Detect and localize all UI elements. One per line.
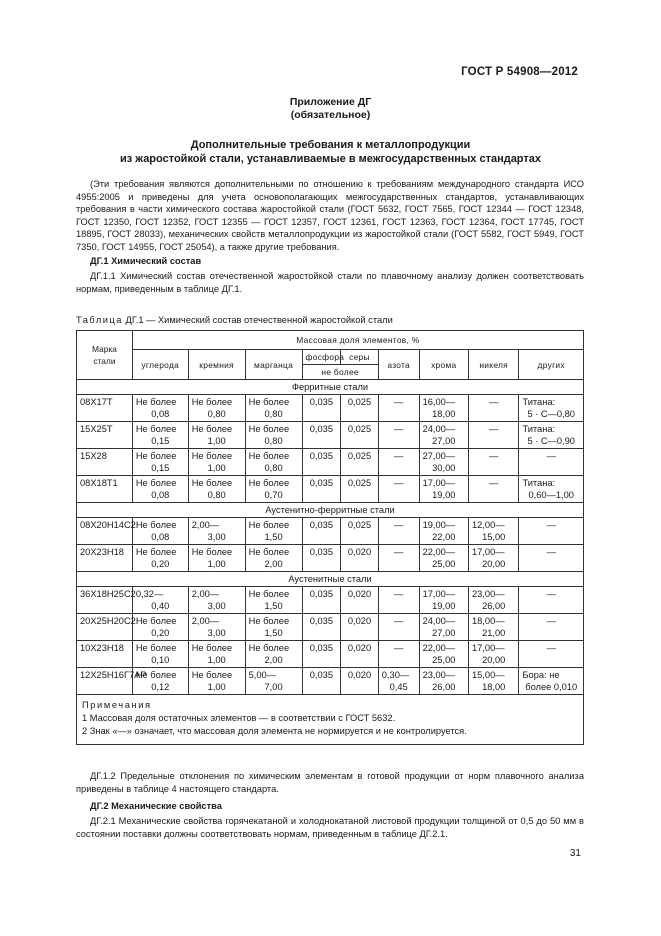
cell-manganese bbox=[245, 422, 302, 449]
appendix-title: Приложение ДГ bbox=[289, 96, 372, 108]
header-other: других bbox=[519, 350, 584, 380]
cell-phosphorus: 0,035 bbox=[302, 395, 341, 422]
cell-carbon bbox=[132, 518, 188, 545]
header-nitrogen: азота bbox=[378, 350, 419, 380]
cell-line: Не более bbox=[191, 643, 233, 653]
cell-other bbox=[519, 476, 584, 503]
cell-chromium bbox=[419, 422, 468, 449]
cell-chromium bbox=[419, 587, 468, 614]
cell-line bbox=[522, 558, 580, 570]
cell-phosphorus: 0,035 bbox=[302, 587, 341, 614]
notes-title: Примечания bbox=[82, 700, 152, 710]
cell-line: 23,00— bbox=[422, 670, 456, 680]
cell-line: 24,00— bbox=[422, 424, 456, 434]
cell-grade: 08Х17Т bbox=[77, 395, 133, 422]
cell-line bbox=[522, 600, 580, 612]
cell-sulfur: 0,020 bbox=[341, 614, 379, 641]
cell-phosphorus: 0,035 bbox=[302, 641, 341, 668]
cell-line: 17,00— bbox=[422, 478, 456, 488]
cell-line: Не более bbox=[248, 520, 290, 530]
cell-phosphorus: 0,035 bbox=[302, 545, 341, 572]
cell-line: Не более bbox=[135, 643, 177, 653]
cell-chromium bbox=[419, 518, 468, 545]
cell-nitrogen: — bbox=[378, 395, 419, 422]
cell-line: 1,00 bbox=[207, 655, 226, 665]
cell-line: 0,80 bbox=[264, 409, 283, 419]
table-row bbox=[77, 449, 584, 476]
cell-line: — bbox=[546, 616, 556, 626]
cell-other bbox=[519, 641, 584, 668]
cell-carbon bbox=[132, 587, 188, 614]
cell-line: 18,00 bbox=[432, 409, 456, 419]
cell-carbon bbox=[132, 641, 188, 668]
appendix-status: (обязательное) bbox=[290, 109, 371, 121]
cell-line: 1,50 bbox=[264, 532, 283, 542]
cell-line: 5,00— bbox=[248, 670, 277, 680]
cell-line: Не более bbox=[248, 547, 290, 557]
section-title: Ферритные стали bbox=[77, 380, 584, 395]
cell-chromium bbox=[419, 449, 468, 476]
cell-line: 15,00 bbox=[482, 532, 506, 542]
cell-nickel: — bbox=[468, 422, 518, 449]
cell-line: 17,00— bbox=[471, 643, 505, 653]
cell-line: Не более bbox=[248, 397, 290, 407]
cell-manganese bbox=[245, 641, 302, 668]
table-row bbox=[77, 422, 584, 449]
cell-sulfur: 0,025 bbox=[341, 518, 379, 545]
cell-line: 0,30— bbox=[381, 670, 410, 680]
section-title-line2: из жаростойкой стали, устанавливаемые в межгосударственных стандартах bbox=[119, 153, 542, 165]
cell-line: Не более bbox=[135, 478, 177, 488]
cell-carbon bbox=[132, 395, 188, 422]
cell-nickel: — bbox=[468, 476, 518, 503]
cell-line: 22,00— bbox=[422, 547, 456, 557]
dg1-1-paragraph: ДГ.1.1 Химический состав отечественной жаростойкой стали по плавочному анализу должен соответствовать нормам, приведенным в таблице ДГ.1. bbox=[76, 271, 584, 294]
cell-manganese bbox=[245, 518, 302, 545]
table-row bbox=[77, 614, 584, 641]
header-carbon: углерода bbox=[132, 350, 188, 380]
header-chromium: хрома bbox=[419, 350, 468, 380]
cell-nickel: — bbox=[468, 449, 518, 476]
cell-nitrogen: — bbox=[378, 449, 419, 476]
cell-nickel bbox=[468, 587, 518, 614]
cell-other bbox=[519, 395, 584, 422]
cell-line: 26,00 bbox=[482, 601, 506, 611]
cell-manganese bbox=[245, 545, 302, 572]
table-row bbox=[77, 587, 584, 614]
cell-nitrogen: — bbox=[378, 641, 419, 668]
cell-line bbox=[522, 462, 580, 474]
table-row bbox=[77, 545, 584, 572]
table-row bbox=[77, 476, 584, 503]
cell-line: 3,00 bbox=[207, 532, 226, 542]
cell-line: 12,00— bbox=[471, 520, 505, 530]
cell-grade: 20Х23Н18 bbox=[77, 545, 133, 572]
cell-nitrogen: — bbox=[378, 587, 419, 614]
cell-line: Не более bbox=[191, 397, 233, 407]
cell-nickel bbox=[468, 518, 518, 545]
cell-line: Не более bbox=[248, 424, 290, 434]
cell-other bbox=[519, 668, 584, 695]
cell-line: 20,00 bbox=[482, 559, 506, 569]
cell-line: — bbox=[546, 520, 556, 530]
table-row bbox=[77, 395, 584, 422]
cell-line: 18,00— bbox=[471, 616, 505, 626]
cell-line: 0,20 bbox=[151, 559, 170, 569]
cell-line: 22,00 bbox=[432, 532, 456, 542]
cell-line: Не более bbox=[135, 520, 177, 530]
cell-line: 18,00 bbox=[482, 682, 506, 692]
cell-line bbox=[522, 627, 580, 639]
cell-line: 0,10 bbox=[151, 655, 170, 665]
cell-line: более 0,010 bbox=[525, 682, 578, 692]
cell-line: Не более bbox=[191, 451, 233, 461]
cell-phosphorus: 0,035 bbox=[302, 518, 341, 545]
cell-line: 20,00 bbox=[482, 655, 506, 665]
cell-nickel: — bbox=[468, 395, 518, 422]
cell-line: 15,00— bbox=[471, 670, 505, 680]
section-row bbox=[77, 380, 584, 395]
cell-carbon bbox=[132, 449, 188, 476]
cell-line: Не более bbox=[191, 547, 233, 557]
page-number: 31 bbox=[569, 848, 581, 859]
header-grade: Марка стали bbox=[77, 331, 133, 380]
cell-line: 0,60—1,00 bbox=[528, 490, 574, 500]
cell-sulfur: 0,020 bbox=[341, 641, 379, 668]
cell-line: 0,15 bbox=[151, 463, 170, 473]
cell-phosphorus: 0,035 bbox=[302, 476, 341, 503]
cell-line: 0,32— bbox=[135, 589, 164, 599]
header-nickel: никеля bbox=[468, 350, 518, 380]
cell-line: 24,00— bbox=[422, 616, 456, 626]
cell-sulfur: 0,020 bbox=[341, 587, 379, 614]
header-sulfur: серы bbox=[341, 350, 379, 365]
dg1-2-paragraph: ДГ.1.2 Предельные отклонения по химическим элементам в готовой продукции от норм плавочного анализа приведены в таблице 4 настоящего стандарта. bbox=[76, 771, 584, 794]
cell-line: 1,00 bbox=[207, 436, 226, 446]
cell-line: 1,00 bbox=[207, 463, 226, 473]
cell-grade: 08Х20Н14С2 bbox=[77, 518, 133, 545]
cell-line: 0,20 bbox=[151, 628, 170, 638]
cell-line: 0,40 bbox=[151, 601, 170, 611]
cell-line: Титана: bbox=[522, 424, 556, 434]
cell-grade: 08Х18Т1 bbox=[77, 476, 133, 503]
cell-chromium bbox=[419, 668, 468, 695]
note-item: 1 Массовая доля остаточных элементов — в соответствии с ГОСТ 5632. bbox=[82, 713, 396, 723]
cell-line: 1,50 bbox=[264, 628, 283, 638]
section-title: Аустенитно-ферритные стали bbox=[77, 503, 584, 518]
cell-chromium bbox=[419, 614, 468, 641]
table-caption bbox=[76, 315, 393, 325]
section-row bbox=[77, 503, 584, 518]
cell-line: 5 · С—0,90 bbox=[527, 436, 575, 446]
cell-line: 19,00— bbox=[422, 520, 456, 530]
cell-line: Титана: bbox=[522, 478, 556, 488]
cell-line: 22,00— bbox=[422, 643, 456, 653]
cell-line: 2,00— bbox=[191, 520, 220, 530]
cell-silicon bbox=[188, 422, 245, 449]
document-id: ГОСТ Р 54908—2012 bbox=[461, 66, 578, 78]
cell-manganese bbox=[245, 587, 302, 614]
cell-line: 27,00— bbox=[422, 451, 456, 461]
cell-silicon bbox=[188, 614, 245, 641]
cell-line bbox=[522, 654, 580, 666]
cell-line: 27,00 bbox=[432, 628, 456, 638]
cell-line: 17,00— bbox=[422, 589, 456, 599]
cell-nickel bbox=[468, 545, 518, 572]
cell-line: 19,00 bbox=[432, 490, 456, 500]
table-caption-label: Таблица bbox=[76, 315, 123, 325]
cell-line: 23,00— bbox=[471, 589, 505, 599]
cell-line: 0,45 bbox=[389, 682, 408, 692]
cell-line: Не более bbox=[248, 643, 290, 653]
cell-line: Не более bbox=[135, 397, 177, 407]
header-silicon: кремния bbox=[188, 350, 245, 380]
cell-chromium bbox=[419, 395, 468, 422]
cell-line: 2,00 bbox=[264, 559, 283, 569]
cell-line: 3,00 bbox=[207, 601, 226, 611]
cell-line: 0,08 bbox=[151, 490, 170, 500]
cell-line: — bbox=[546, 643, 556, 653]
section-row bbox=[77, 572, 584, 587]
cell-carbon bbox=[132, 422, 188, 449]
cell-line: 0,70 bbox=[264, 490, 283, 500]
cell-grade: 36Х18Н25С2 bbox=[77, 587, 133, 614]
cell-sulfur: 0,025 bbox=[341, 449, 379, 476]
cell-other bbox=[519, 614, 584, 641]
cell-phosphorus: 0,035 bbox=[302, 422, 341, 449]
cell-manganese bbox=[245, 614, 302, 641]
cell-nitrogen: — bbox=[378, 545, 419, 572]
cell-sulfur: 0,020 bbox=[341, 545, 379, 572]
cell-line: 0,08 bbox=[151, 532, 170, 542]
cell-line: 3,00 bbox=[207, 628, 226, 638]
cell-line: 0,12 bbox=[151, 682, 170, 692]
header-manganese: марганца bbox=[245, 350, 302, 380]
cell-line: 1,50 bbox=[264, 601, 283, 611]
cell-line: 17,00— bbox=[471, 547, 505, 557]
cell-line: Не более bbox=[191, 670, 233, 680]
cell-sulfur: 0,025 bbox=[341, 476, 379, 503]
dg2-1-paragraph: ДГ.2.1 Механические свойства горячекатаной и холоднокатаной листовой продукции толщиной от 0,5 до 50 мм в состоянии поставки должны соответствовать нормам, приведенным в таблице ДГ.2.1. bbox=[76, 816, 584, 839]
cell-line: 25,00 bbox=[432, 559, 456, 569]
cell-manganese bbox=[245, 476, 302, 503]
cell-line: 27,00 bbox=[432, 436, 456, 446]
cell-line bbox=[522, 531, 580, 543]
cell-silicon bbox=[188, 395, 245, 422]
cell-silicon bbox=[188, 449, 245, 476]
cell-line: Не более bbox=[248, 478, 290, 488]
cell-grade: 12Х25Н16Г7АР bbox=[77, 668, 133, 695]
cell-silicon bbox=[188, 518, 245, 545]
chemical-composition-table bbox=[76, 330, 584, 745]
cell-line: 7,00 bbox=[264, 682, 283, 692]
cell-chromium bbox=[419, 641, 468, 668]
cell-nitrogen bbox=[378, 668, 419, 695]
intro-paragraph: (Эти требования являются дополнительными по отношению к требованиям международного стандарта ИСО 4955:2005 и приведены для учета основополагающих межгосударственных стандартов, устанавливающих требования в части химического состава жаростойкой стали (ГОСТ 5632, ГОСТ 7565, ГОСТ 12344 — ГОСТ 12348, ГОСТ 12350, ГОСТ 12352, ГОСТ 12355 — ГОСТ 12357, ГОСТ 12361, ГОСТ 12363, ГОСТ 12364, ГОСТ 17745, ГОСТ 18895, ГОСТ 28033), механических свойств металлопродукции из жаростойкой стали (ГОСТ 5582, ГОСТ 5949, ГОСТ 7350, ГОСТ 14955, ГОСТ 25054), а также другие требования. bbox=[76, 179, 584, 252]
header-mass-fraction: Массовая доля элементов, % bbox=[132, 331, 583, 350]
cell-carbon bbox=[132, 476, 188, 503]
cell-line: 0,15 bbox=[151, 436, 170, 446]
cell-line: 1,00 bbox=[207, 559, 226, 569]
cell-line: 2,00 bbox=[264, 655, 283, 665]
cell-silicon bbox=[188, 641, 245, 668]
cell-grade: 15Х25Т bbox=[77, 422, 133, 449]
cell-nickel bbox=[468, 668, 518, 695]
cell-phosphorus: 0,035 bbox=[302, 668, 341, 695]
cell-other bbox=[519, 422, 584, 449]
note-item: 2 Знак «—» означает, что массовая доля элемента не нормируется и не контролируется. bbox=[82, 726, 467, 736]
dg2-heading: ДГ.2 Механические свойства bbox=[90, 801, 222, 811]
cell-line: — bbox=[546, 589, 556, 599]
cell-nitrogen: — bbox=[378, 476, 419, 503]
cell-sulfur: 0,025 bbox=[341, 395, 379, 422]
cell-line: 16,00— bbox=[422, 397, 456, 407]
cell-manganese bbox=[245, 449, 302, 476]
cell-silicon bbox=[188, 476, 245, 503]
cell-line: Не более bbox=[191, 424, 233, 434]
cell-carbon bbox=[132, 545, 188, 572]
cell-line: 1,00 bbox=[207, 682, 226, 692]
cell-line: 0,08 bbox=[151, 409, 170, 419]
cell-grade: 20Х25Н20С2 bbox=[77, 614, 133, 641]
cell-line: 0,80 bbox=[207, 490, 226, 500]
cell-chromium bbox=[419, 545, 468, 572]
cell-line: Не более bbox=[135, 451, 177, 461]
table-row bbox=[77, 518, 584, 545]
cell-line: Не более bbox=[135, 547, 177, 557]
header-phosphorus: фосфора bbox=[302, 350, 341, 365]
cell-line: — bbox=[546, 547, 556, 557]
cell-silicon bbox=[188, 545, 245, 572]
cell-line: Не более bbox=[248, 589, 290, 599]
cell-line: 19,00 bbox=[432, 601, 456, 611]
cell-grade: 15Х28 bbox=[77, 449, 133, 476]
cell-manganese bbox=[245, 395, 302, 422]
cell-phosphorus: 0,035 bbox=[302, 614, 341, 641]
cell-phosphorus: 0,035 bbox=[302, 449, 341, 476]
cell-nitrogen: — bbox=[378, 614, 419, 641]
cell-line: Не более bbox=[135, 424, 177, 434]
cell-nitrogen: — bbox=[378, 422, 419, 449]
cell-silicon bbox=[188, 587, 245, 614]
cell-line: 30,00 bbox=[432, 463, 456, 473]
cell-line: 0,80 bbox=[207, 409, 226, 419]
section-title: Аустенитные стали bbox=[77, 572, 584, 587]
cell-grade: 10Х23Н18 bbox=[77, 641, 133, 668]
cell-other bbox=[519, 545, 584, 572]
cell-line: 2,00— bbox=[191, 589, 220, 599]
cell-carbon bbox=[132, 668, 188, 695]
cell-line: — bbox=[546, 451, 556, 461]
cell-sulfur: 0,025 bbox=[341, 422, 379, 449]
cell-silicon bbox=[188, 668, 245, 695]
table-notes bbox=[77, 695, 584, 745]
cell-line: Не более bbox=[135, 616, 177, 626]
cell-other bbox=[519, 518, 584, 545]
cell-line: Не более bbox=[191, 478, 233, 488]
cell-carbon bbox=[132, 614, 188, 641]
cell-other bbox=[519, 587, 584, 614]
table-row bbox=[77, 641, 584, 668]
cell-line: 0,80 bbox=[264, 436, 283, 446]
cell-line: Бора: не bbox=[522, 670, 560, 680]
dg1-heading: ДГ.1 Химический состав bbox=[90, 256, 202, 266]
cell-line: 25,00 bbox=[432, 655, 456, 665]
header-not-more: не более bbox=[302, 365, 378, 380]
table-row bbox=[77, 668, 584, 695]
cell-line: Не более bbox=[248, 451, 290, 461]
cell-chromium bbox=[419, 476, 468, 503]
cell-nitrogen: — bbox=[378, 518, 419, 545]
cell-line: 5 · С—0,80 bbox=[527, 409, 575, 419]
cell-sulfur: 0,020 bbox=[341, 668, 379, 695]
cell-line: 2,00— bbox=[191, 616, 220, 626]
cell-nickel bbox=[468, 614, 518, 641]
cell-other bbox=[519, 449, 584, 476]
table-caption-text: ДГ.1 — Химический состав отечественной жаростойкой стали bbox=[122, 315, 393, 325]
cell-line: Титана: bbox=[522, 397, 556, 407]
section-title-line1: Дополнительные требования к металлопродукции bbox=[190, 139, 471, 151]
cell-line: 26,00 bbox=[432, 682, 456, 692]
table-body bbox=[77, 380, 584, 695]
cell-line: Не более bbox=[135, 670, 177, 680]
cell-manganese bbox=[245, 668, 302, 695]
cell-nickel bbox=[468, 641, 518, 668]
cell-line: Не более bbox=[248, 616, 290, 626]
cell-line: 0,80 bbox=[264, 463, 283, 473]
cell-line: 21,00 bbox=[482, 628, 506, 638]
